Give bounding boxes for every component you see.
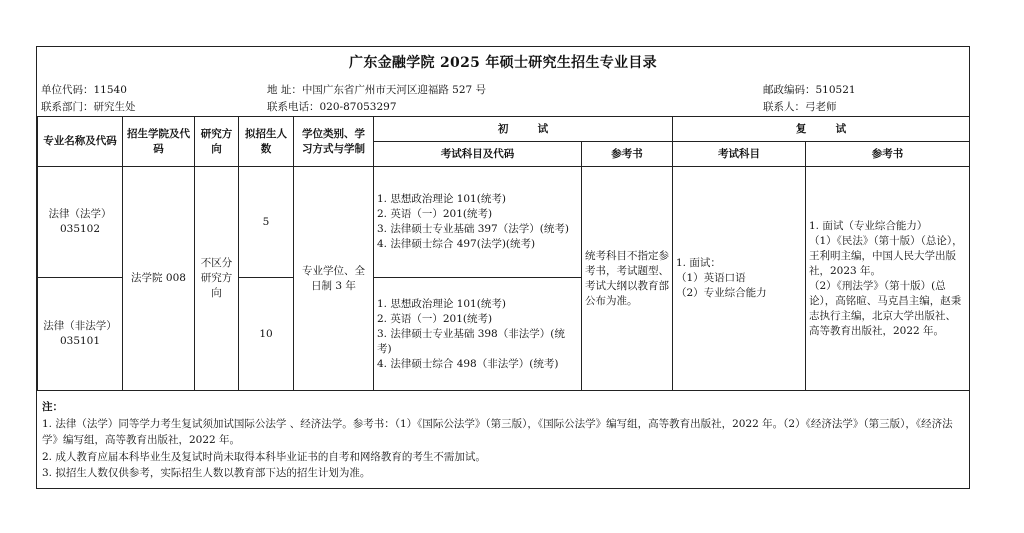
address: 地 址：中国广东省广州市天河区迎福路 527 号 <box>267 84 487 96</box>
page-title: 广东金融学院 2025 年硕士研究生招生专业目录 <box>349 55 657 71</box>
unit-code: 单位代码：11540 <box>41 84 127 96</box>
postcode: 邮政编码：510521 <box>763 84 856 96</box>
col-school: 招生学院及代码 <box>123 117 195 167</box>
retest-subjects-cell <box>673 167 806 391</box>
list-item: 2. 英语（一）201(统考) <box>377 208 493 220</box>
quota-cell: 5 <box>239 167 294 278</box>
list-item: （2）《刑法学》（第十版）(总论），高铭暄、马克昌主编，赵秉志执行主编，北京大学出版社、高等教育出版社，2022 年。 <box>809 279 962 337</box>
degree-cell: 专业学位、全日制 3 年 <box>294 167 374 391</box>
major-cell: 法律（非法学）035101 <box>38 278 123 391</box>
list-item: （1）英语口语 <box>676 272 746 284</box>
major-cell: 法律（法学）035102 <box>38 167 123 278</box>
table-row <box>38 167 970 278</box>
note-item: 2. 成人教育应届本科毕业生及复试时尚未取得本科毕业证书的自考和网络教育的考生不需加试。 <box>42 450 486 463</box>
prelim-subjects-cell <box>374 167 582 278</box>
retest-books-cell <box>806 167 970 391</box>
col-degree: 学位类别、学习方式与学制 <box>294 117 374 167</box>
list-item: 4. 法律硕士综合 497(法学)(统考) <box>377 238 536 250</box>
col-major: 专业名称及代码 <box>38 117 123 167</box>
list-item: 3. 法律硕士专业基础 397（法学）(统考) <box>377 223 569 235</box>
list-item: （1）《民法》（第十版）（总论），王利明主编，中国人民大学出版社，2023 年。 <box>809 234 963 277</box>
notes-label: 注： <box>42 401 63 413</box>
school-cell: 法学院 008 <box>123 167 195 391</box>
list-item: 1. 思想政治理论 101(统考) <box>377 297 506 310</box>
quota-cell: 10 <box>239 278 294 391</box>
department: 联系部门：研究生处 <box>41 101 136 113</box>
note-item: 3. 拟招生人数仅供参考，实际招生人数以教育部下达的招生计划为准。 <box>42 467 371 479</box>
list-item: 1. 面试： <box>676 257 721 269</box>
col-prelim: 初 试 <box>374 117 673 142</box>
notes-section <box>37 391 969 482</box>
list-item: 3. 法律硕士专业基础 398（非法学）(统考) <box>377 327 565 355</box>
list-item: 2. 英语（一）201(统考) <box>377 312 493 325</box>
col-prelim-subjects: 考试科目及代码 <box>374 142 582 167</box>
phone: 联系电话：020-87053297 <box>267 101 397 113</box>
list-item: 1. 面试（专业综合能力） <box>809 219 928 232</box>
col-retest-subjects: 考试科目 <box>673 142 806 167</box>
direction-cell: 不区分研究方向 <box>195 167 239 391</box>
col-prelim-books: 参考书 <box>582 142 673 167</box>
list-item: （2）专业综合能力 <box>676 287 767 299</box>
list-item: 4. 法律硕士综合 498（非法学）(统考) <box>377 357 559 370</box>
col-direction: 研究方向 <box>195 117 239 167</box>
catalog-frame <box>36 46 970 489</box>
col-quota: 拟招生人数 <box>239 117 294 167</box>
catalog-table <box>37 116 970 391</box>
note-item: 1. 法律（法学）同等学力考生复试须加试国际公法学 、经济法学。参考书：（1）《国际公法学》（第三版），《国际公法学》编写组，高等教育出版社，2022 年。（2）《经济法学》（第三版），《经济法学》编写组，高等教育出版社，2022 年。 <box>42 417 953 446</box>
col-retest: 复 试 <box>673 117 970 142</box>
list-item: 1. 思想政治理论 101(统考) <box>377 193 506 205</box>
prelim-books-cell: 统考科目不指定参考书，考试题型、考试大纲以教育部公布为准。 <box>582 167 673 391</box>
contact-person: 联系人：弓老师 <box>763 101 837 113</box>
col-retest-books: 参考书 <box>806 142 970 167</box>
prelim-subjects-cell <box>374 278 582 391</box>
